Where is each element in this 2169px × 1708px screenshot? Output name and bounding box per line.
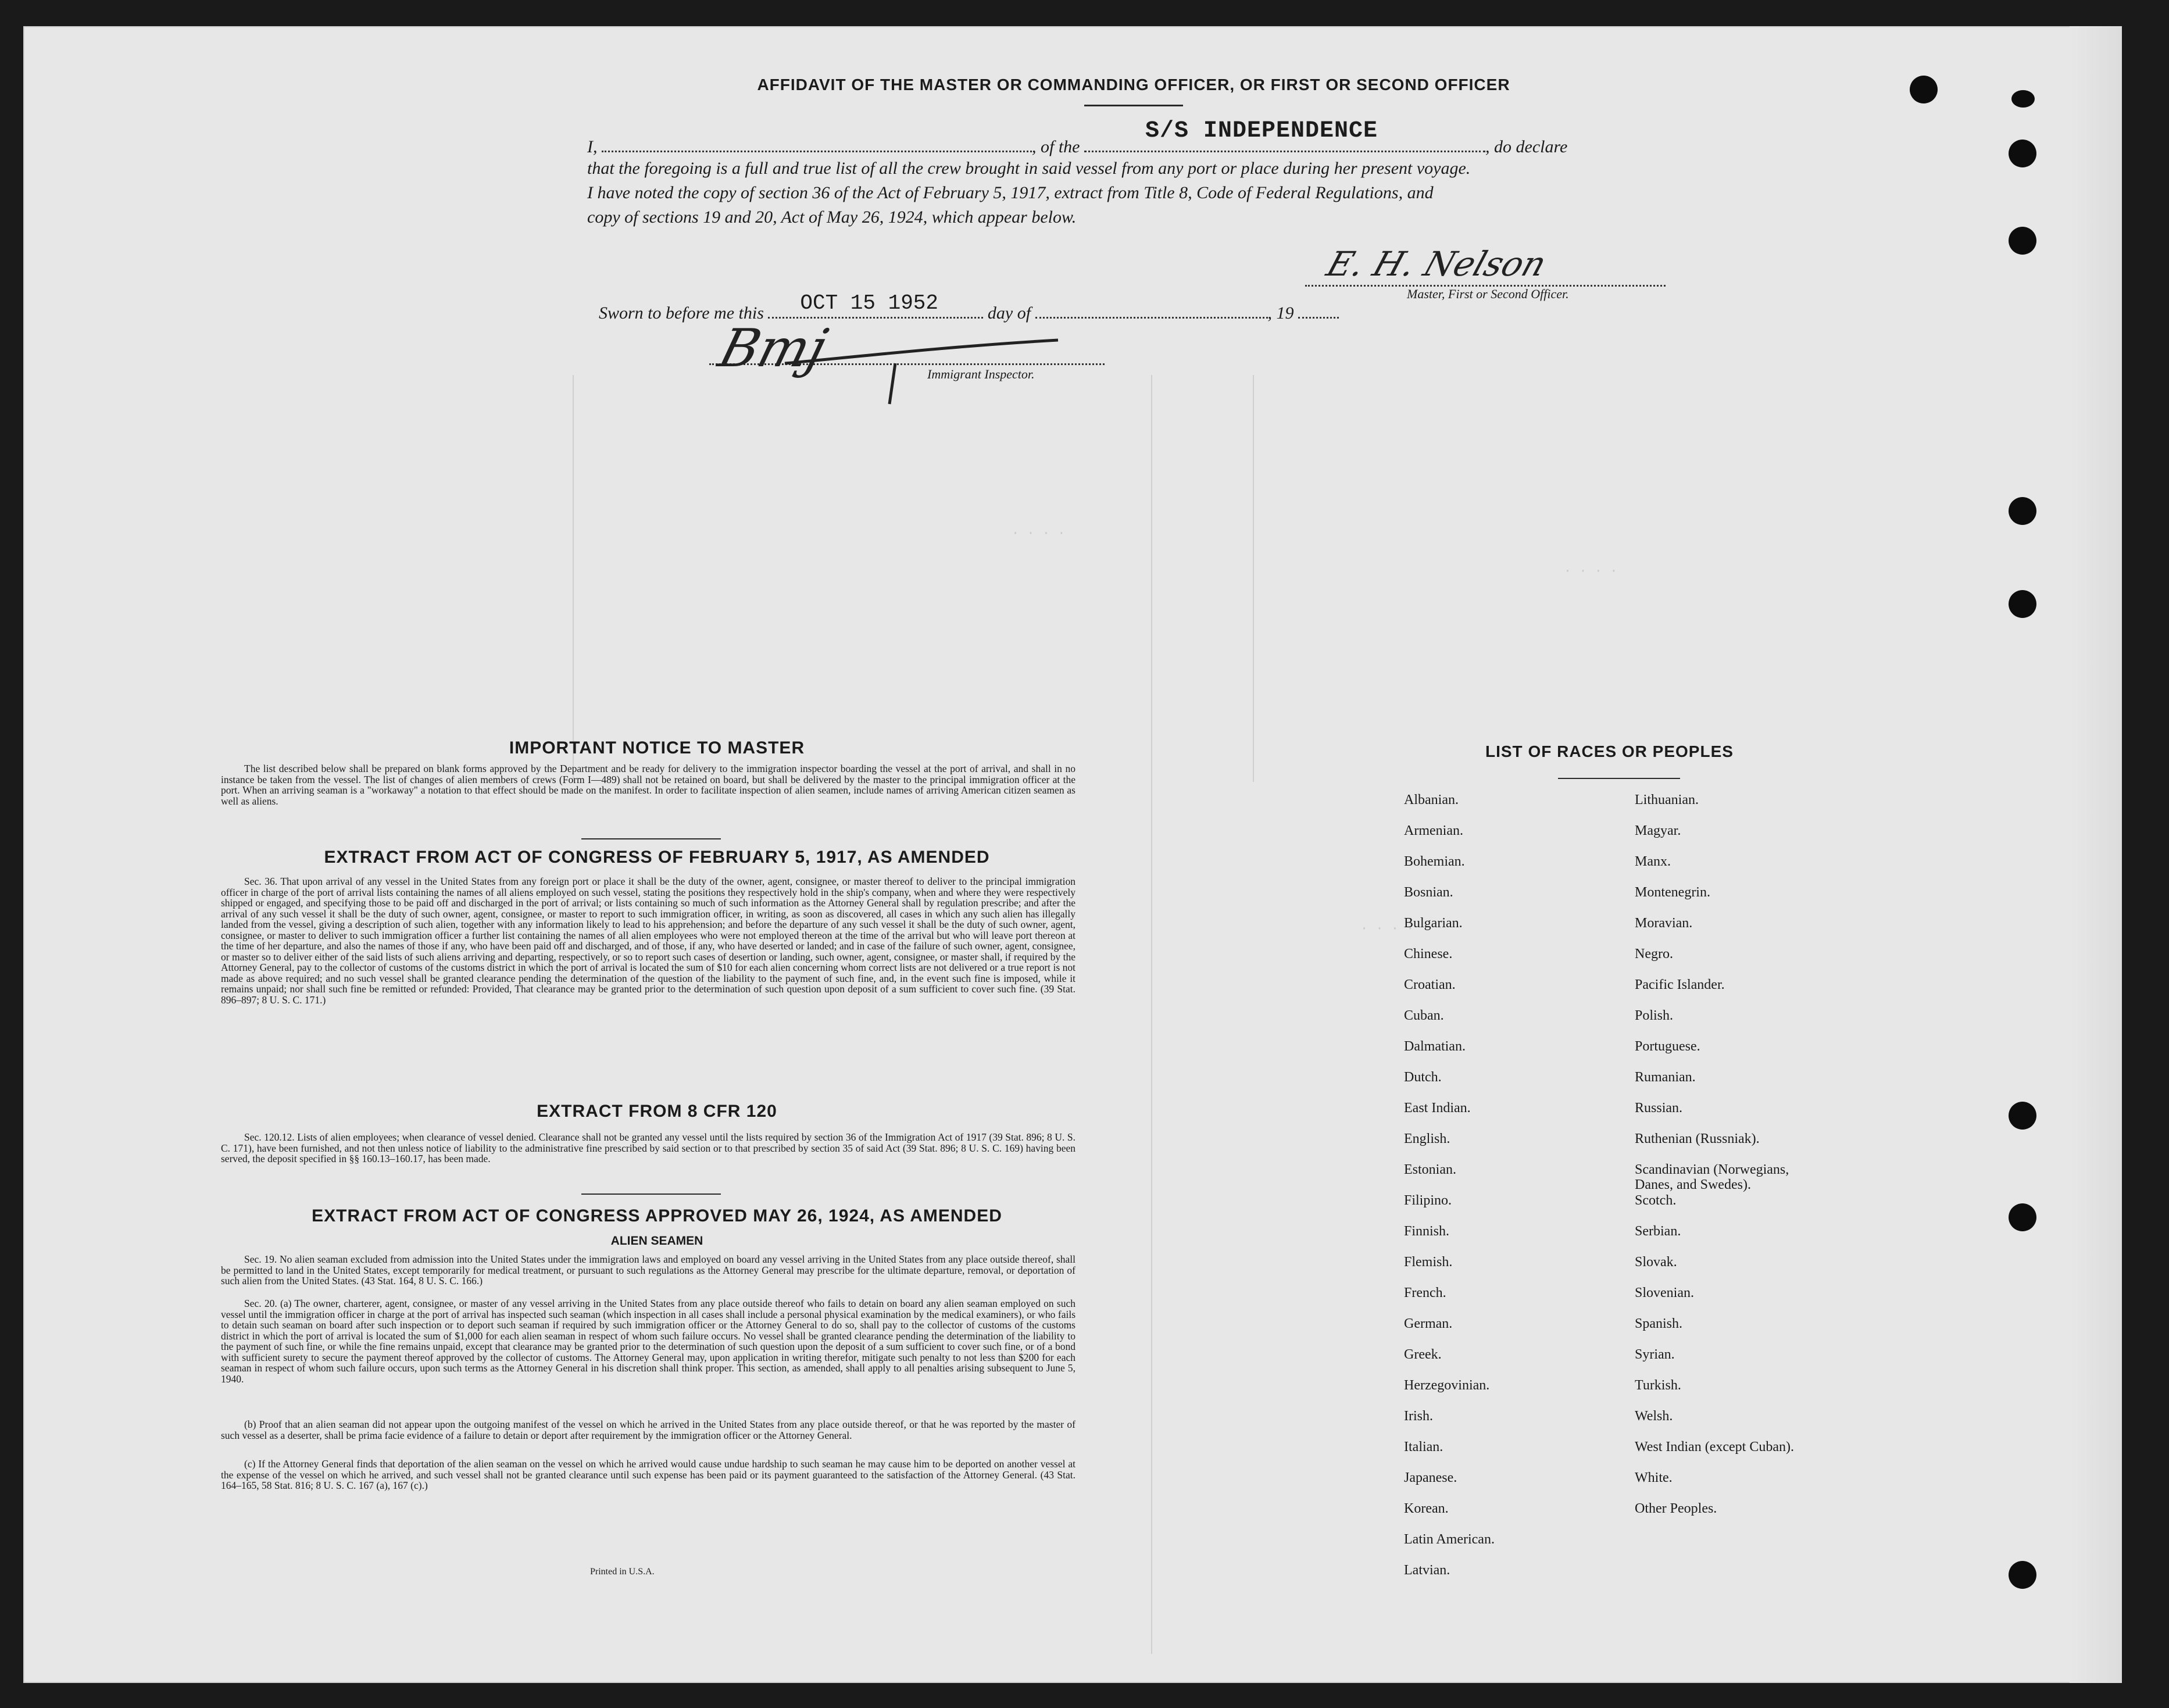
sec20a-body: Sec. 20. (a) The owner, charterer, agent, consignee, or master of any vessel arriving in the United States from any place outside thereof who fails to detain on board any alien seaman employed on such vessel until the immigration officer in charge at the port of arrival has inspected such seaman (which inspection in all cases shall include a personal physical examination by the medical examiners), or who fails to detain such seaman on board after such inspection or to deport such seaman if required by such immigration officer or the Attorney General to do so, shall pay to the collector of customs of the customs district in which the port of arrival is located the sum of $1,000 for each alien seaman in respect of whom such failure occurs. No vessel shall be granted clearance pending the determination of the liability to the payment of such fine, or while the fine remains unpaid, except that clearance may be granted prior to the determination of such question upon the deposit of a sum sufficient to cover such fine, or of a bond with sufficient surety to secure the payment thereof approved by the collector of customs. The Attorney General may, upon application in writing therefor, mitigate such penalty to not less than $200 for each seaman in respect of whom such failure occurs, upon such terms as the Attorney General in his discretion shall think proper. This section, as amended, shall apply to all penalties arising subsequent to June 5, 1940. — [221, 1298, 1075, 1385]
race-item-left: Herzegovinian. — [1404, 1378, 1490, 1393]
punch-hole — [2009, 497, 2036, 525]
extract-1917-body: Sec. 36. That upon arrival of any vessel in the United States from any foreign port or place it shall be the duty of the owner, agent, consignee, or master thereof to deliver to the principal immigration officer in charge of the port of arrival lists containing the names of all aliens employed on such vessel, stating the positions they respectively hold in the ship's company, when and where they were respectively shipped or engaged, and specifying those to be paid off and discharged in the port of arrival; or lists containing so much of such information as the Attorney General shall by regulation prescribe; and after the arrival of any such vessel it shall be the duty of such owner, agent, consignee, or master to report to such immigration officer, in writing, as soon as discovered, all cases in which any such alien has illegally landed from the vessel, giving a description of such alien, together with any information likely to lead to his apprehension; and before the departure of any such vessel it shall be the duty of such owner, agent, consignee, or master to deliver to such immigration officer a further list containing the names of all alien employees who were not employed thereon at the time of the arrival but who will leave port thereon at the time of her departure, and also the names of those if any, who have been paid off and discharged, and of those, if any, who have deserted or landed; and in case of the failure of such owner, agent, consignee, or master so to deliver either of the said lists of such aliens arriving and departing, respectively, or so to report such cases of desertion or landing, such owner, agent, consignee, or master shall, if required by the Attorney General, pay to the collector of customs of the customs district in which the port of arrival is located the sum of $10 for each alien concerning whom correct lists are not delivered or a true report is not made as above required; and no such vessel shall be granted clearance pending the determination of the question of the liability to the payment of such fine, and, in the event such fine is imposed, while it remains unpaid; nor shall such fine be remitted or refunded: Provided, That clearance may be granted prior to the determination of such question upon deposit of a sum sufficient to cover such fine. (39 Stat. 896–897; 8 U. S. C. 171.) — [221, 876, 1075, 1006]
printed-in-usa: Printed in U.S.A. — [590, 1567, 655, 1577]
race-item-right: Turkish. — [1635, 1378, 1681, 1393]
sworn-date-blank — [768, 291, 983, 319]
race-item-right: Negro. — [1635, 946, 1673, 962]
affidavit-line-1 — [587, 118, 1680, 160]
race-item-right: Magyar. — [1635, 823, 1681, 838]
sec20b-body: (b) Proof that an alien seaman did not appear upon the outgoing manifest of the vessel on which he arrived in the United States from any place outside thereof, or that he was reported by the master of such vessel as a deserter, shall be prima facie evidence of a failure to detain or deport after requirement by the immigration officer or the Attorney General. — [221, 1418, 1075, 1441]
race-item-right: Lithuanian. — [1635, 792, 1699, 807]
extract-1917-title: EXTRACT FROM ACT OF CONGRESS OF FEBRUARY 5, 1917, AS AMENDED — [324, 848, 990, 867]
month-blank — [1035, 317, 1268, 319]
race-item-right: Slovak. — [1635, 1255, 1677, 1270]
affidavit-line-4: copy of sections 19 and 20, Act of May 26, 1924, which appear below. — [587, 208, 1077, 227]
affidavit-of-the: , of the — [1032, 137, 1080, 156]
section-rule — [581, 1194, 721, 1195]
affidavit-i: I, — [587, 137, 598, 156]
race-item-left: Flemish. — [1404, 1255, 1453, 1270]
race-item-left: Dutch. — [1404, 1070, 1442, 1085]
race-item-left: Cuban. — [1404, 1008, 1444, 1023]
sec19-body: Sec. 19. No alien seaman excluded from admission into the United States under the immigration laws and employed on board any vessel arriving in the United States from any place outside thereof, shall be permitted to land in the United States, except temporarily for medical treatment, or pursuant to such regulations as the Attorney General may prescribe for the ultimate departure, removal, or deportation of such alien from the United States. (43 Stat. 164, 8 U. S. C. 166.) — [221, 1253, 1075, 1287]
affidavit-title: AFFIDAVIT OF THE MASTER OR COMMANDING OFFICER, OR FIRST OR SECOND OFFICER — [757, 76, 1510, 94]
race-item-right: Polish. — [1635, 1008, 1674, 1023]
race-item-left: Latvian. — [1404, 1563, 1450, 1578]
race-item-left: Filipino. — [1404, 1193, 1452, 1208]
inspector-caption: Immigrant Inspector. — [927, 367, 1035, 381]
race-item-left: Albanian. — [1404, 792, 1459, 807]
race-item-right: Serbian. — [1635, 1224, 1681, 1239]
race-item-right: Syrian. — [1635, 1347, 1675, 1362]
section-rule — [581, 838, 721, 839]
races-title: LIST OF RACES OR PEOPLES — [1485, 742, 1734, 760]
bleed-through-text: · · · · — [1360, 921, 1414, 936]
sec20c-body: (c) If the Attorney General finds that deportation of the alien seaman on the vessel on which he arrived would cause undue hardship to such seaman he may cause him to be deported on another vessel at the expense of the vessel on which he arrived, and such vessel shall not be granted clearance until such expense has been paid or its payment guaranteed to the satisfaction of the Attorney General. (43 Stat. 164–165, 58 Stat. 816; 8 U. S. C. 167 (a), 167 (c).) — [221, 1458, 1075, 1491]
extract-1924-subtitle: ALIEN SEAMEN — [610, 1234, 703, 1248]
race-item-left: Italian. — [1404, 1439, 1443, 1455]
race-item-left: Finnish. — [1404, 1224, 1450, 1239]
race-item-left: English. — [1404, 1131, 1450, 1146]
punch-hole — [2009, 140, 2036, 167]
race-item-left: Bohemian. — [1404, 854, 1465, 869]
race-item-right: Other Peoples. — [1635, 1501, 1717, 1516]
race-item-right: Welsh. — [1635, 1409, 1673, 1424]
signature-stroke — [779, 323, 1105, 410]
race-item-right: Scotch. — [1635, 1193, 1677, 1208]
race-item-left: Korean. — [1404, 1501, 1449, 1516]
race-item-left: Armenian. — [1404, 823, 1463, 838]
race-item-right: White. — [1635, 1470, 1673, 1485]
vessel-blank — [1084, 118, 1485, 152]
race-item-right: Pacific Islander. — [1635, 977, 1725, 992]
affidavit-line-2: that the foregoing is a full and true list of all the crew brought in said vessel from any port or place during her present voyage. — [587, 159, 1471, 178]
bleed-through-line — [1151, 375, 1152, 1654]
race-item-right: Russian. — [1635, 1100, 1683, 1116]
race-item-right: Spanish. — [1635, 1316, 1683, 1331]
race-item-left: Chinese. — [1404, 946, 1453, 962]
master-signature: E. H. Nelson — [1321, 244, 1552, 284]
extract-1924-title: EXTRACT FROM ACT OF CONGRESS APPROVED MAY 26, 1924, AS AMENDED — [312, 1206, 1002, 1225]
extract-cfr-title: EXTRACT FROM 8 CFR 120 — [537, 1102, 777, 1121]
race-item-right: Ruthenian (Russniak). — [1635, 1131, 1760, 1146]
race-item-left: Dalmatian. — [1404, 1039, 1466, 1054]
sworn-year: , 19 — [1267, 303, 1294, 323]
race-item-right: Montenegrin. — [1635, 885, 1710, 900]
notice-body: The list described below shall be prepared on blank forms approved by the Department and be ready for delivery to the immigration inspector boarding the vessel at the port of arrival, and shall in no instance be taken from the vessel. The list of changes of alien members of crews (Form I—489) shall not be retained on board, but shall be delivered by the master to the principal immigration officer at the port. When an arriving seaman is a "workaway" a notation to that effect should be made on the manifest. In order to facilitate inspection of alien seamen, include names of arriving American citizen seamen as well as aliens. — [221, 763, 1075, 807]
sworn-prefix: Sworn to before me this — [599, 303, 764, 323]
name-blank — [602, 151, 1032, 152]
race-item-right: Slovenian. — [1635, 1285, 1694, 1300]
race-item-left: Croatian. — [1404, 977, 1456, 992]
scan-edge — [2070, 26, 2122, 1683]
vessel-name: S/S INDEPENDENCE — [1145, 118, 1378, 144]
title-rule — [1084, 105, 1183, 106]
bleed-through-text: · · · · — [1012, 526, 1066, 541]
punch-hole — [2011, 90, 2035, 108]
punch-hole — [2009, 590, 2036, 618]
affidavit-declare: , do declare — [1485, 137, 1568, 156]
sworn-day-of: day of — [987, 303, 1031, 323]
race-item-right: Manx. — [1635, 854, 1671, 869]
punch-hole — [1910, 76, 1938, 103]
race-item-right: Moravian. — [1635, 916, 1693, 931]
sworn-date: OCT 15 1952 — [800, 291, 939, 315]
master-caption: Master, First or Second Officer. — [1407, 287, 1569, 301]
race-item-left: Greek. — [1404, 1347, 1442, 1362]
race-item-left: East Indian. — [1404, 1100, 1471, 1116]
master-signature-line — [1305, 244, 1666, 287]
race-item-right: Rumanian. — [1635, 1070, 1696, 1085]
form-sheet — [23, 26, 2122, 1683]
race-item-left: Estonian. — [1404, 1162, 1456, 1177]
punch-hole — [2009, 227, 2036, 255]
race-item-right: Portuguese. — [1635, 1039, 1700, 1054]
inspector-signature: Bmj — [712, 318, 834, 379]
punch-hole — [2009, 1102, 2036, 1130]
punch-hole — [2009, 1561, 2036, 1589]
bleed-through-line — [1253, 375, 1254, 782]
punch-hole — [2009, 1203, 2036, 1231]
race-item-left: Bosnian. — [1404, 885, 1453, 900]
extract-cfr-body: Sec. 120.12. Lists of alien employees; when clearance of vessel denied. Clearance shall not be granted any vessel until the lists required by section 36 of the Immigration Act of 1917 (39 Stat. 896; 8 U. S. C. 171), have been furnished, and not then unless notice of liability to the administrative fine prescribed by said section or to that prescribed by section 35 of said Act (39 Stat. 896; 8 U. S. C. 169) having been served, the deposit specified in §§ 160.13–160.17, has been made. — [221, 1131, 1075, 1164]
bleed-through-text: · · · · — [1564, 564, 1618, 578]
year-blank — [1298, 317, 1339, 319]
race-item-left: French. — [1404, 1285, 1446, 1300]
race-item-left: Bulgarian. — [1404, 916, 1463, 931]
race-item-left: German. — [1404, 1316, 1453, 1331]
race-item-right: Scandinavian (Norwegians, Danes, and Swedes). — [1635, 1162, 1789, 1192]
notice-title: IMPORTANT NOTICE TO MASTER — [509, 738, 805, 757]
race-item-right: West Indian (except Cuban). — [1635, 1439, 1794, 1455]
affidavit-line-3: I have noted the copy of section 36 of the Act of February 5, 1917, extract from Title 8, Code of Federal Regulations, and — [587, 183, 1434, 202]
race-item-left: Japanese. — [1404, 1470, 1457, 1485]
races-rule — [1558, 778, 1680, 779]
race-item-left: Irish. — [1404, 1409, 1433, 1424]
bleed-through-line — [573, 375, 574, 782]
race-item-left: Latin American. — [1404, 1532, 1495, 1547]
